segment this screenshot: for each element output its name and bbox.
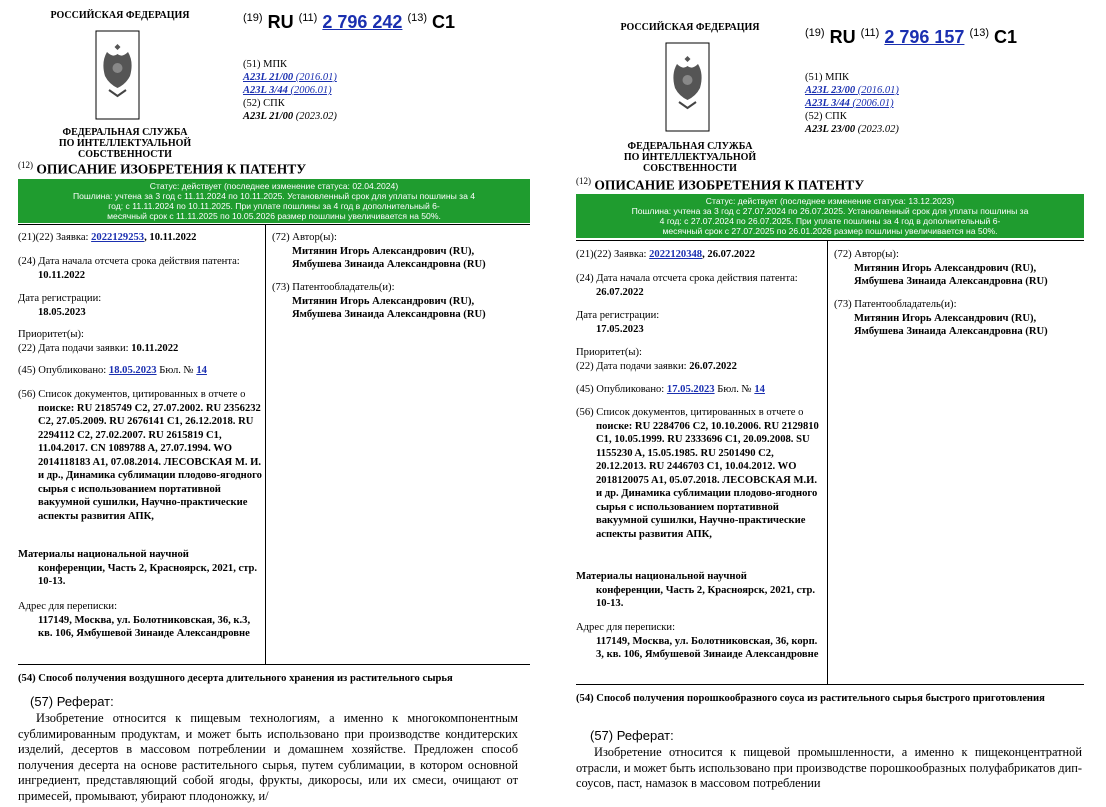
abstract-text: Изобретение относится к пищевой промышленности, а именно к пищеконцентратной отрасли, и может быть использовано при производстве порошкообразных полуфабрикатов дип-соусов, паст, намазок в массовом потреблении <box>576 745 1082 790</box>
term-start-field: (24) Дата начала отсчета срока действия патента: 10.11.2022 <box>18 256 240 281</box>
patent-document-left <box>0 0 540 807</box>
owners-field: (73) Патентообладатель(и): Митянин Игорь Александрович (RU), Ямбушева Зинаида Александровна (RU) <box>834 299 1048 337</box>
divider <box>18 664 530 665</box>
status-banner: Статус: действует (последнее изменение статуса: 13.12.2023) Пошлина: учтена за 3 год с 27.07.2024 по 26.07.2025. Установленный срок для уплаты пошлины за 4 год: с 27.07.2024 по 26.07.2025. При уплате пошлины за 4 год в дополнительный 6- месячный срок с 27.07.2025 по 26.01.2026 размер пошлины увеличивается на 50%. <box>576 194 1084 238</box>
coat-of-arms-icon <box>665 42 710 137</box>
publication-number: $^{(19)}$ RU $^{(11)}$ 2 796 157 $^{(13)}$ C1 <box>805 27 1018 47</box>
address-field: Адрес для переписки: 117149, Москва, ул. Болотниковская, 36, корп. 3, кв. 106, Ямбушевой Зинаиде Александровне <box>576 622 819 660</box>
abstract-heading: (57) Реферат: <box>590 728 674 743</box>
address-field: Адрес для переписки: 117149, Москва, ул. Болотниковская, 36, к.3, кв. 106, Ямбушевой Зинаиде Александровне <box>18 601 251 639</box>
classification-block: (51) МПК A23L 23/00 (2016.01) A23L 3/44 (2006.01) (52) СПК A23L 23/00 (2023.02) <box>805 72 899 135</box>
column-divider <box>827 240 828 684</box>
status-banner: Статус: действует (последнее изменение статуса: 02.04.2024) Пошлина: учтена за 3 год с 11.11.2024 по 10.11.2025. Установленный срок для уплаты пошлины за 4 год: с 11.11.2024 по 10.11.2025. При уплате пошлины за 4 год в дополнительный 6- месячный срок с 11.11.2025 по 10.05.2026 размер пошлины увеличивается на 50%. <box>18 179 530 223</box>
published-date-link[interactable]: 18.05.2023 <box>108 365 157 376</box>
document-title: $^{(12)}$ ОПИСАНИЕ ИЗОБРЕТЕНИЯ К ПАТЕНТУ <box>576 176 865 193</box>
mpk-code-link[interactable]: A23L 23/00 (2016.01) <box>805 85 899 96</box>
published-field: (45) Опубликовано: 17.05.2023 Бюл. № 14 <box>576 384 765 395</box>
column-divider <box>265 224 266 664</box>
cited-documents-field: (56) Список документов, цитированных в отчете о поиске: RU 2284706 C2, 10.10.2006. RU 2129810 C1, 10.05.1999. RU 2333696 C1, 20.09.2008. SU 1155230 A, 15.05.1985. RU 2501490 C2, 20.12.2013. RU 2446703 C1, 10.04.2012. WO 2018120075 A1, 05.07.2018. ЛЕСОВСКАЯ М.И. и др. Динамика сублимации плодово-ягодного сырья с использованием портативной вакуумной сушилки, Научно-практические аспекты развития АПК, <box>576 407 819 540</box>
published-field: (45) Опубликовано: 18.05.2023 Бюл. № 14 <box>18 365 207 376</box>
divider <box>576 684 1084 685</box>
patent-document-right <box>560 0 1106 807</box>
divider <box>576 240 1084 241</box>
patent-number-link[interactable]: 2 796 242 <box>322 12 403 32</box>
agency-name: ФЕДЕРАЛЬНАЯ СЛУЖБА ПО ИНТЕЛЛЕКТУАЛЬНОЙ СОБСТВЕННОСТИ <box>623 141 757 174</box>
invention-title: (54) Способ получения порошкообразного соуса из растительного сырья быстрого приготовления <box>576 693 1045 704</box>
materials-field: Материалы национальной научной конференции, Часть 2, Красноярск, 2021, стр. 10-13. <box>18 549 258 587</box>
published-date-link[interactable]: 17.05.2023 <box>666 384 715 395</box>
patent-number-link[interactable]: 2 796 157 <box>884 27 965 47</box>
mpk-code-link[interactable]: A23L 3/44 (2006.01) <box>805 98 894 109</box>
application-field: (21)(22) Заявка: 2022120348, 26.07.2022 <box>576 249 756 260</box>
invention-title: (54) Способ получения воздушного десерта длительного хранения из растительного сырья <box>18 673 453 684</box>
bulletin-link[interactable]: 14 <box>196 365 207 376</box>
authors-field: (72) Автор(ы): Митянин Игорь Александрович (RU), Ямбушева Зинаида Александровна (RU) <box>834 249 1048 287</box>
registration-field: Дата регистрации: 18.05.2023 <box>18 293 102 318</box>
coat-of-arms-icon <box>95 30 140 125</box>
classification-block: (51) МПК A23L 21/00 (2016.01) A23L 3/44 (2006.01) (52) СПК A23L 21/00 (2023.02) <box>243 59 337 122</box>
cited-documents-field: (56) Список документов, цитированных в отчете о поиске: RU 2185749 C2, 27.07.2002. RU 2356232 C2, 27.05.2009. RU 2676141 C1, 26.12.2018. RU 2294112 C2, 27.02.2007. RU 2615819 C1, 11.04.2017. CN 1089788 A, 27.07.1994. WO 2014118183 A1, 07.08.2014. ЛЕСОВСКАЯ М. И. и др., Динамика сублимации плодово-ягодного сырья с использованием портативной вакуумной сушилки, Научно-практические аспекты развития АПК, <box>18 389 262 522</box>
document-title: $^{(12)}$ ОПИСАНИЕ ИЗОБРЕТЕНИЯ К ПАТЕНТУ <box>18 160 307 177</box>
authors-field: (72) Автор(ы): Митянин Игорь Александрович (RU), Ямбушева Зинаида Александровна (RU) <box>272 232 486 270</box>
priority-field: Приоритет(ы): (22) Дата подачи заявки: 10.11.2022 <box>18 329 179 354</box>
application-link[interactable]: 2022120348 <box>649 249 703 260</box>
abstract-heading: (57) Реферат: <box>30 694 114 709</box>
application-field: (21)(22) Заявка: 2022129253, 10.11.2022 <box>18 232 197 243</box>
registration-field: Дата регистрации: 17.05.2023 <box>576 310 660 335</box>
owners-field: (73) Патентообладатель(и): Митянин Игорь Александрович (RU), Ямбушева Зинаида Александровна (RU) <box>272 282 486 320</box>
country-name: РОССИЙСКАЯ ФЕДЕРАЦИЯ <box>50 10 190 21</box>
term-start-field: (24) Дата начала отсчета срока действия патента: 26.07.2022 <box>576 273 798 298</box>
bulletin-link[interactable]: 14 <box>754 384 765 395</box>
agency-name: ФЕДЕРАЛЬНАЯ СЛУЖБА ПО ИНТЕЛЛЕКТУАЛЬНОЙ СОБСТВЕННОСТИ <box>58 127 192 160</box>
mpk-code-link[interactable]: A23L 3/44 (2006.01) <box>243 85 332 96</box>
abstract-text: Изобретение относится к пищевым технологиям, а именно к многокомпонентным сублимированным продуктам, и может быть использовано при производстве кондитерских изделий, десертов в массовом потреблении и домашнем хозяйстве. Предложен способ получения десерта на основе растительного сырья, путем сублимации, в котором основной ингредиент, представляющий собой ягоды, фрукты, дикоросы, или их смеси, очищают от примесей, промывают, убирают плодоножку, и/ <box>18 711 518 803</box>
publication-number: $^{(19)}$ RU $^{(11)}$ 2 796 242 $^{(13)}$ C1 <box>243 12 456 32</box>
application-link[interactable]: 2022129253 <box>91 232 145 243</box>
country-name: РОССИЙСКАЯ ФЕДЕРАЦИЯ <box>620 22 760 33</box>
mpk-code-link[interactable]: A23L 21/00 (2016.01) <box>243 72 337 83</box>
priority-field: Приоритет(ы): (22) Дата подачи заявки: 26.07.2022 <box>576 347 737 372</box>
materials-field: Материалы национальной научной конференции, Часть 2, Красноярск, 2021, стр. 10-13. <box>576 571 816 609</box>
divider <box>18 224 530 225</box>
